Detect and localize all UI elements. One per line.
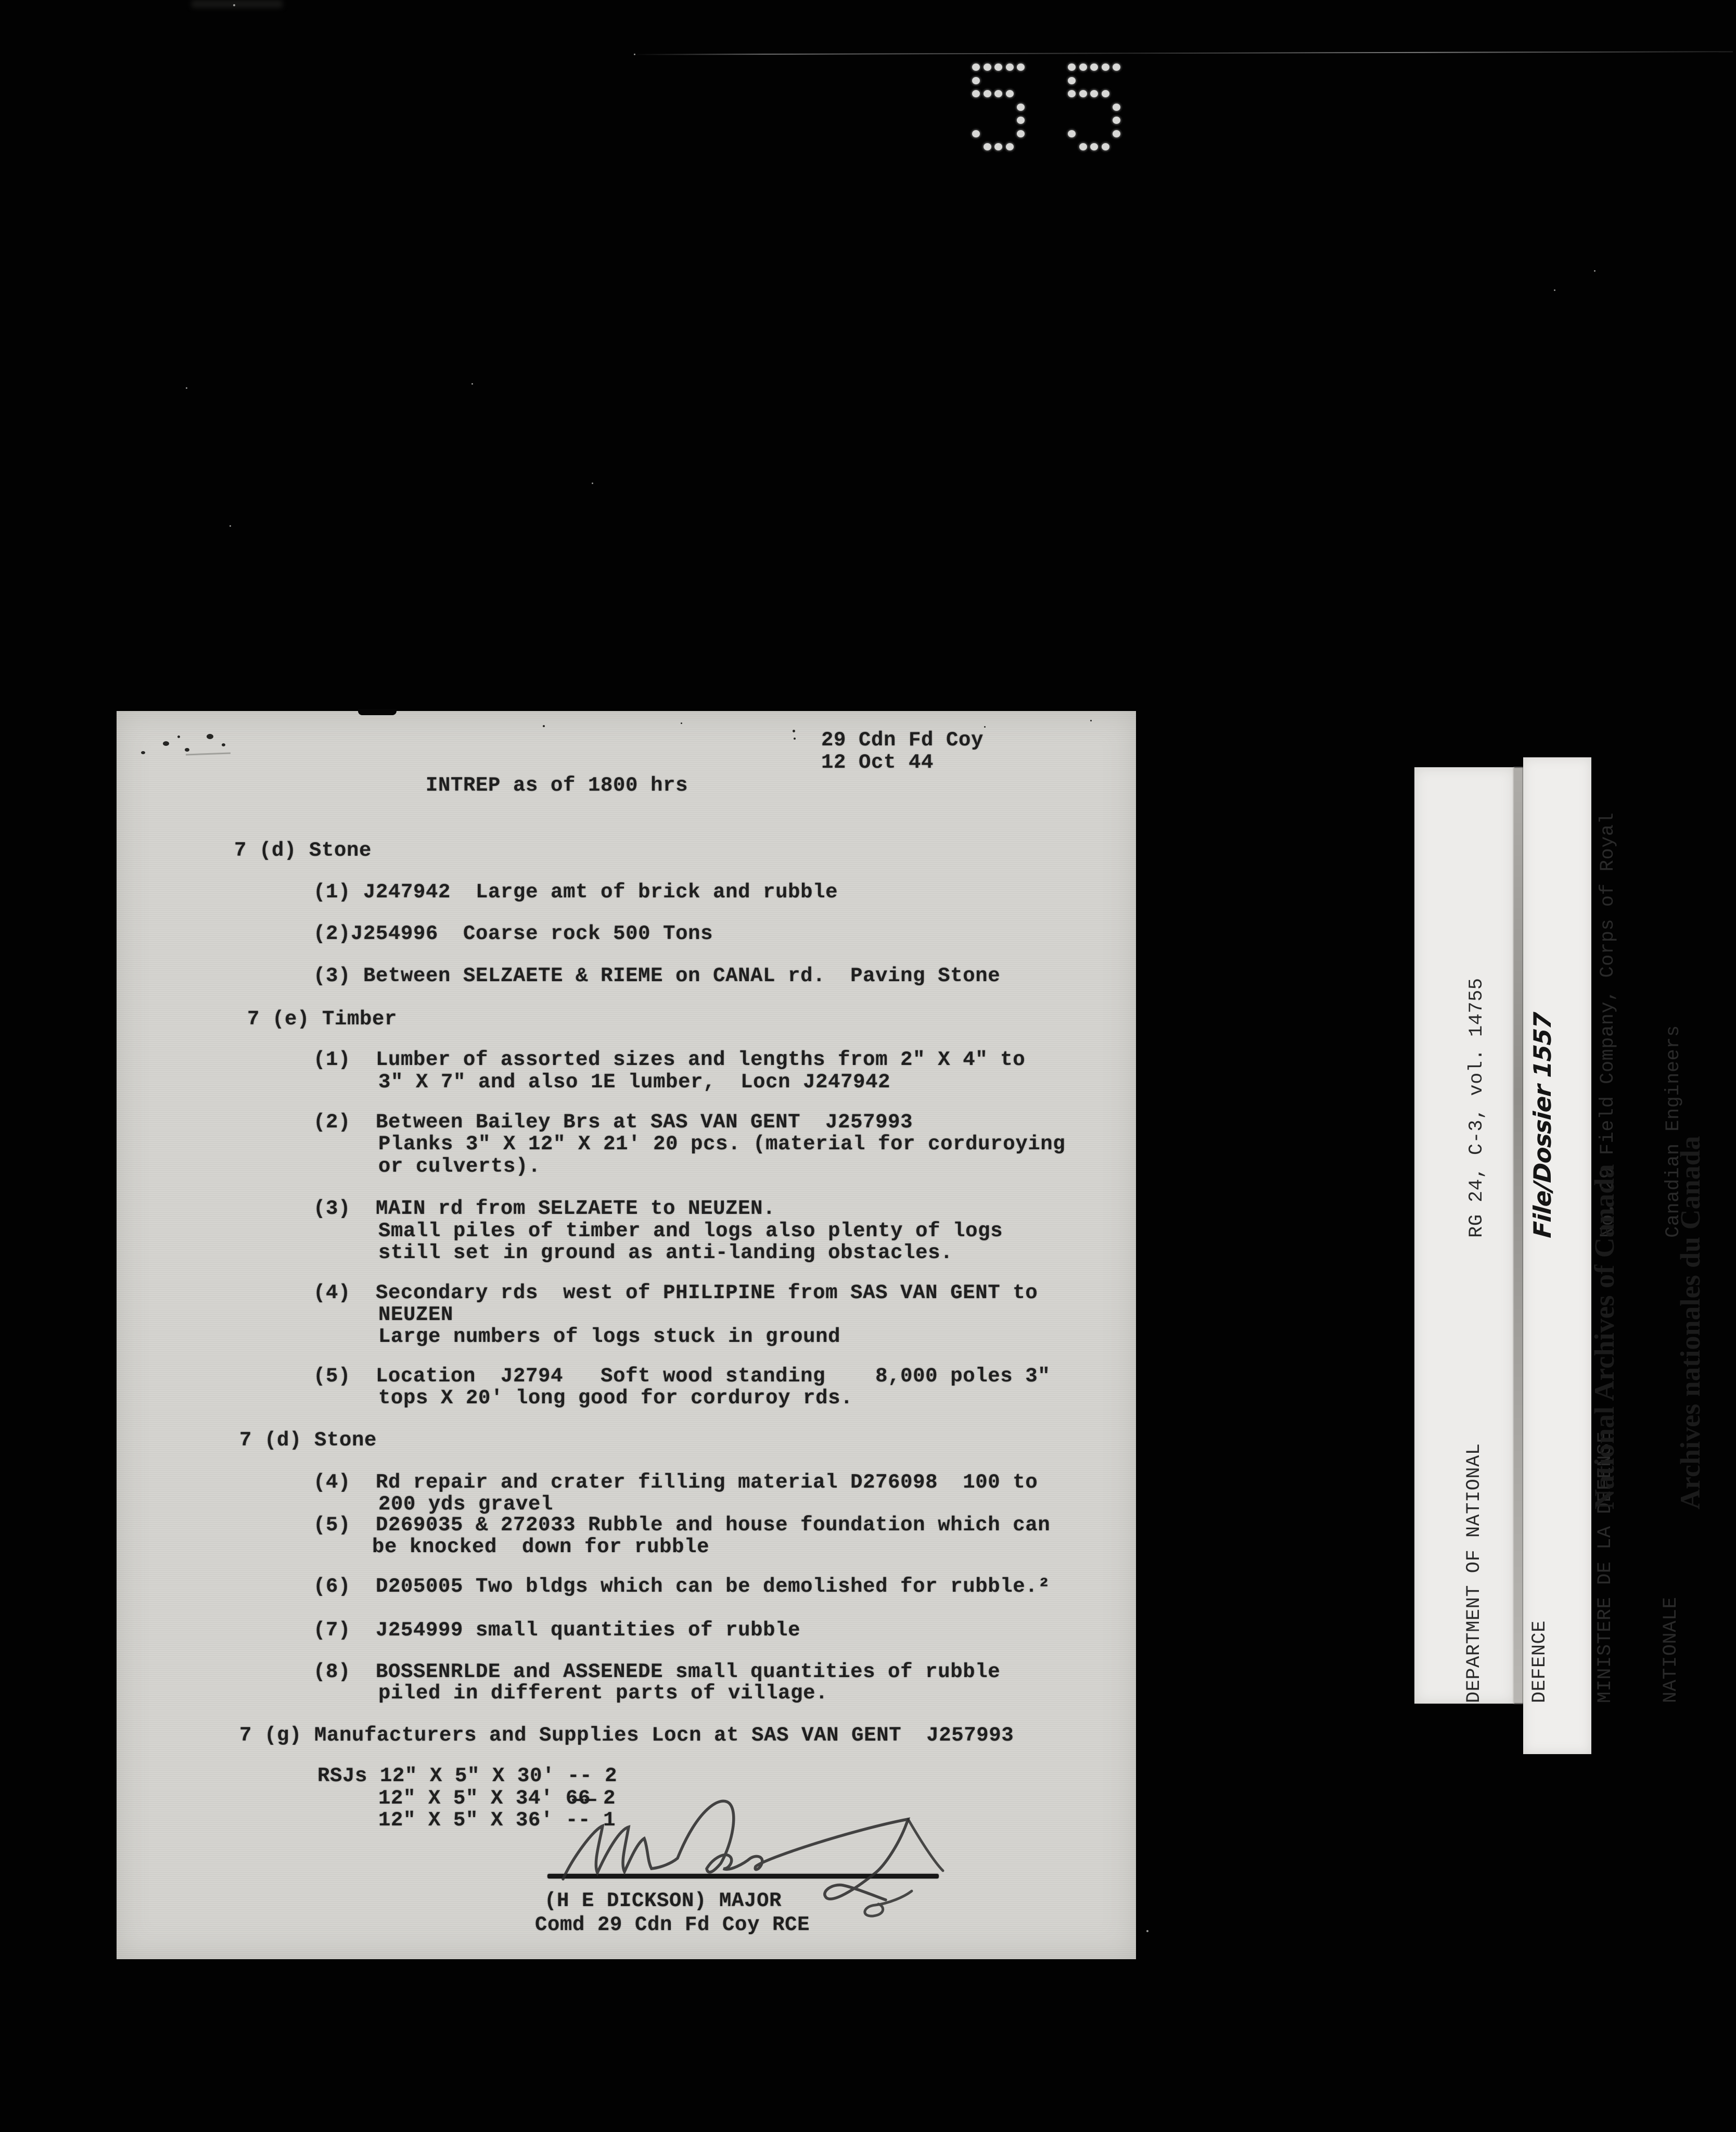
doc-line: Planks 3" X 12" X 21' 20 pcs. (material for corduroying: [378, 1133, 1066, 1156]
ink-speck: [543, 725, 545, 727]
doc-line: 3" X 7" and also 1E lumber, Locn J247942: [378, 1071, 891, 1094]
ink-speck: [207, 734, 213, 739]
dept-line1: DEPARTMENT OF NATIONAL: [1463, 1443, 1485, 1703]
ink-speck: [794, 738, 796, 740]
dust-speck: [592, 483, 593, 484]
doc-line: still set in ground as anti-landing obstacles.: [378, 1241, 953, 1264]
doc-line: 12" X 5" X 34' 6̶6̶ 2: [378, 1787, 616, 1810]
doc-line: RSJs 12" X 5" X 30' -- 2: [317, 1765, 618, 1787]
header-date: 12 Oct 44: [821, 751, 934, 774]
scratch-line: [632, 51, 1733, 55]
dust-speck: [233, 4, 235, 6]
doc-line: (8) BOSSENRLDE and ASSENEDE small quantities of rubble: [313, 1660, 1001, 1683]
doc-line: 7 (d) Stone: [239, 1429, 377, 1452]
stamp-dot: [1017, 117, 1025, 124]
page-edge-notch: [358, 709, 397, 715]
stamp-dot: [972, 77, 980, 84]
stamp-dot: [1017, 64, 1025, 71]
doc-line: (7) J254999 small quantities of rubble: [313, 1619, 801, 1642]
stamp-dot: [1006, 64, 1014, 71]
stamp-dot: [1113, 104, 1120, 111]
stamp-dot: [1113, 64, 1120, 71]
doc-line: 200 yds gravel: [378, 1493, 554, 1516]
stamp-dot: [1090, 143, 1098, 150]
ink-speck: [681, 722, 682, 724]
stamp-dot: [994, 64, 1002, 71]
stamp-dot: [984, 143, 991, 150]
stamp-dot: [1079, 143, 1087, 150]
doc-title: INTREP as of 1800 hrs: [426, 774, 688, 797]
signoff-name: (H E DICKSON) MAJOR: [544, 1889, 782, 1912]
doc-line: (2)J254996 Coarse rock 500 Tons: [313, 922, 713, 945]
doc-line: (4) Rd repair and crater filling material D276098 100 to: [313, 1471, 1038, 1494]
page-number-stamp: [972, 64, 1128, 160]
stamp-dot: [1102, 143, 1109, 150]
doc-line: (1) J247942 Large amt of brick and rubble: [313, 881, 838, 904]
stamp-dot: [994, 90, 1002, 97]
ink-speck: [984, 726, 986, 728]
archives-fr: Archives nationales du Canada: [1675, 1136, 1706, 1509]
archive-reference-block: [1422, 773, 1684, 1239]
doc-line: (3) Between SELZAETE & RIEME on CANAL rd. Paving Stone: [313, 965, 1001, 987]
archive-unit-line1: No. 29 Field Company, Corps of Royal: [1597, 812, 1619, 1238]
doc-line: or culverts).: [378, 1155, 541, 1178]
signoff-role: Comd 29 Cdn Fd Coy RCE: [535, 1913, 810, 1936]
archive-reference: RG 24, C-3, vol. 14755: [1466, 978, 1488, 1238]
stamp-dot: [994, 143, 1002, 150]
doc-line: Large numbers of logs stuck in ground: [378, 1325, 841, 1348]
stamp-dot: [1102, 64, 1109, 71]
doc-line: NEUZEN: [378, 1303, 454, 1326]
ink-speck: [222, 743, 225, 746]
stamp-dot: [972, 90, 980, 97]
archive-unit-line2: Canadian Engineers: [1663, 1025, 1684, 1238]
ink-speck: [141, 751, 145, 754]
dust-speck: [1594, 270, 1595, 272]
stamp-dot: [1090, 64, 1098, 71]
doc-line: Small piles of timber and logs also plenty of logs: [378, 1220, 1003, 1242]
stamp-dot: [1017, 130, 1025, 137]
doc-line: (5) Location J2794 Soft wood standing 8,000 poles 3": [313, 1365, 1051, 1388]
dust-speck: [229, 525, 231, 527]
dept-line2: DEFENCE: [1529, 1620, 1551, 1703]
doc-line: (4) Secondary rds west of PHILIPINE from SAS VAN GENT to: [313, 1281, 1038, 1304]
dust-speck: [1146, 1930, 1148, 1932]
stamp-dot: [1006, 90, 1014, 97]
stamp-dot: [1090, 90, 1098, 97]
dept-line4: NATIONALE: [1660, 1596, 1682, 1703]
doc-line: (1) Lumber of assorted sizes and lengths from 2" X 4" to: [313, 1048, 1026, 1071]
doc-line: be knocked down for rubble: [372, 1535, 710, 1558]
stamp-dot: [984, 90, 991, 97]
stamp-dot: [1113, 130, 1120, 137]
doc-line: (6) D205005 Two bldgs which can be demolished for rubble.²: [313, 1575, 1051, 1598]
doc-line: 7 (d) Stone: [234, 839, 372, 862]
header-unit: 29 Cdn Fd Coy: [821, 729, 984, 752]
stamp-dot: [984, 64, 991, 71]
signature: [541, 1780, 968, 1931]
ink-speck: [163, 741, 169, 746]
doc-line: 7 (g) Manufacturers and Supplies Locn at SAS VAN GENT J257993: [239, 1724, 1014, 1747]
ink-speck: [1090, 720, 1092, 721]
file-dossier-handwritten: File/Dossier 1557: [1528, 1011, 1556, 1239]
doc-line: piled in different parts of village.: [378, 1682, 828, 1705]
ink-speck: [793, 730, 795, 732]
doc-line: 12" X 5" X 36' -- 1: [378, 1809, 616, 1832]
stamp-dot: [1068, 64, 1076, 71]
ink-speck: [177, 735, 180, 738]
doc-line: tops X 20' long good for corduroy rds.: [378, 1387, 853, 1410]
stamp-dot: [1113, 117, 1120, 124]
doc-line: 7 (e) Timber: [247, 1008, 398, 1031]
doc-line: (5) D269035 & 272033 Rubble and house foundation which can: [313, 1514, 1051, 1537]
stamp-dot: [1079, 90, 1087, 97]
stamp-dot: [1102, 90, 1109, 97]
dust-speck: [471, 383, 473, 385]
dust-speck: [186, 387, 187, 389]
smudge-mark: [192, 0, 283, 8]
stamp-dot: [1068, 77, 1076, 84]
archives-en: National Archives of Canada: [1589, 1164, 1620, 1509]
dept-line3: MINISTERE DE LA DEFENSE: [1594, 1431, 1616, 1703]
dust-speck: [634, 54, 635, 55]
stamp-dot: [972, 130, 980, 137]
stamp-dot: [1079, 64, 1087, 71]
stamp-dot: [1006, 143, 1014, 150]
doc-line: (2) Between Bailey Brs at SAS VAN GENT J257993: [313, 1111, 913, 1134]
stamp-dot: [1068, 90, 1076, 97]
stamp-dot: [972, 64, 980, 71]
stamp-dot: [1017, 104, 1025, 111]
doc-line: (3) MAIN rd from SELZAETE to NEUZEN.: [313, 1197, 776, 1220]
ink-speck: [185, 748, 189, 752]
dust-speck: [1554, 289, 1555, 291]
stamp-dot: [1068, 130, 1076, 137]
